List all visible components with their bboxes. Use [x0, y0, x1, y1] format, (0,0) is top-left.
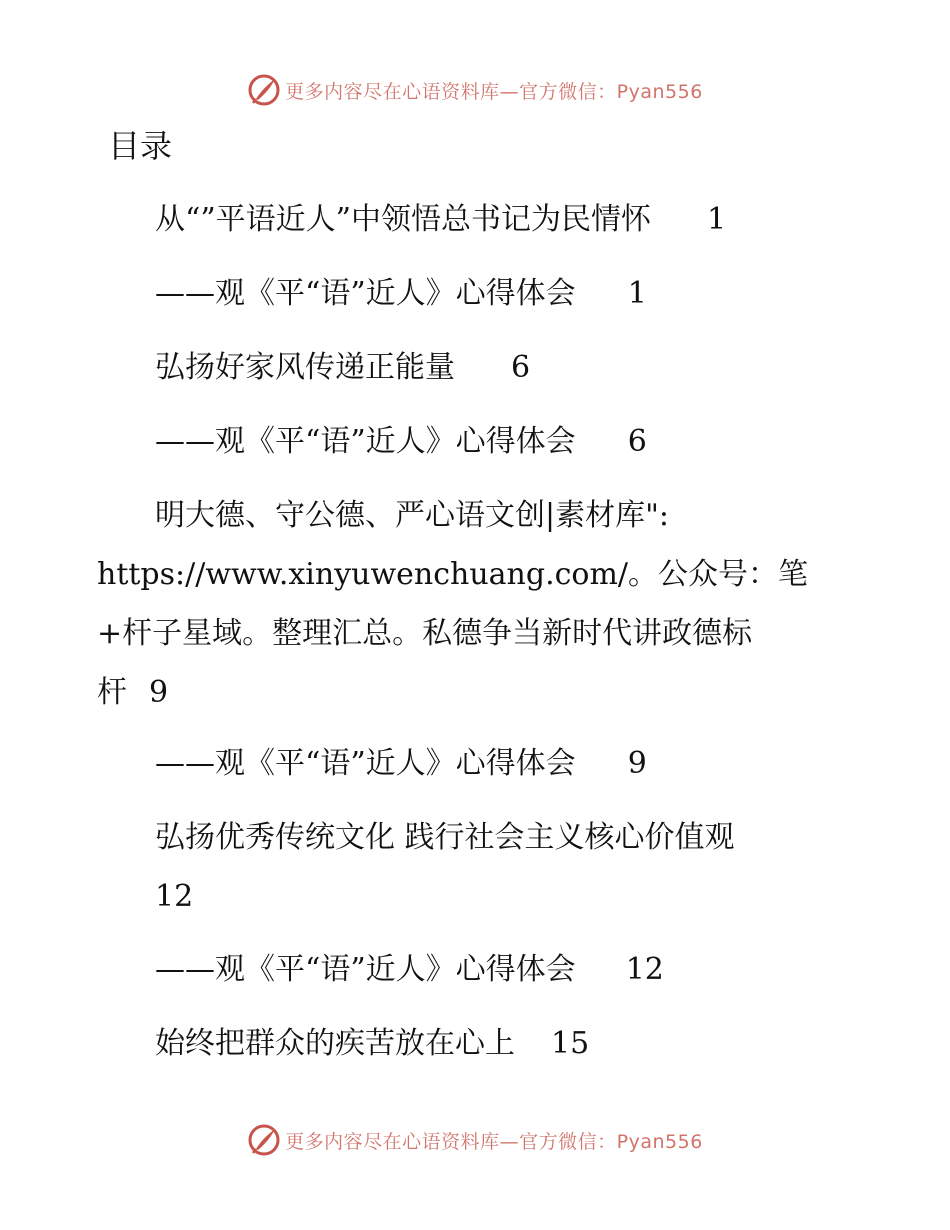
- toc-entry-text: 始终把群众的疾苦放在心上: [155, 1026, 515, 1061]
- toc-entry-text: +杆子星域。整理汇总。私德争当新时代讲政德标: [97, 616, 753, 651]
- toc-entry-text: ——观《平“语”近人》心得体会: [155, 746, 576, 781]
- toc-entry-page: 9: [149, 675, 169, 710]
- toc-entry-text: ——观《平“语”近人》心得体会: [155, 424, 576, 459]
- toc-entry-page: 12: [625, 952, 664, 987]
- toc-entry-page: 1: [627, 276, 647, 311]
- toc-line-8: [97, 671, 168, 715]
- toc-line-11: [155, 875, 193, 919]
- page-title: 目录: [108, 127, 173, 165]
- toc-entry-text: 从“”平语近人”中领悟总书记为民情怀: [155, 202, 652, 237]
- watermark-banner-top: [0, 70, 950, 110]
- toc-entry-text: 明大德、守公德、严心语文创|素材库":: [155, 498, 670, 533]
- toc-entry-text: https://www.xinyuwenchuang.com/。公众号：笔: [97, 557, 809, 592]
- toc-line-6: [97, 553, 808, 597]
- watermark-text: 更多内容尽在心语资料库—官方微信：Pyan556: [285, 1130, 703, 1153]
- toc-line-13: [155, 1022, 589, 1066]
- toc-entry-text: 弘扬优秀传统文化 践行社会主义核心价值观: [155, 820, 735, 855]
- toc-line-12: [155, 948, 664, 992]
- toc-line-5: [155, 494, 669, 538]
- toc-entry-page: 6: [627, 424, 647, 459]
- watermark-text: 更多内容尽在心语资料库—官方微信：Pyan556: [285, 80, 703, 103]
- toc-entry-page: 9: [627, 746, 647, 781]
- toc-line-2: [155, 272, 647, 316]
- toc-entry-page: 1: [707, 202, 727, 237]
- toc-entry-page: 6: [511, 350, 531, 385]
- toc-line-3: [155, 346, 530, 390]
- toc-line-7: [97, 612, 752, 656]
- toc-entry-text: 杆: [97, 675, 127, 710]
- toc-entry-text: 弘扬好家风传递正能量: [155, 350, 455, 385]
- toc-line-10: [155, 816, 735, 860]
- watermark-banner-bottom: [0, 1120, 950, 1160]
- feather-pen-logo-icon: [247, 73, 281, 107]
- feather-pen-logo-icon: [247, 1123, 281, 1157]
- toc-line-4: [155, 420, 647, 464]
- toc-line-9: [155, 742, 647, 786]
- toc-entry-page: 15: [551, 1026, 590, 1061]
- toc-entry-text: ——观《平“语”近人》心得体会: [155, 952, 576, 987]
- toc-line-1: [155, 198, 726, 242]
- toc-entry-page: 12: [155, 879, 194, 914]
- toc-entry-text: ——观《平“语”近人》心得体会: [155, 276, 576, 311]
